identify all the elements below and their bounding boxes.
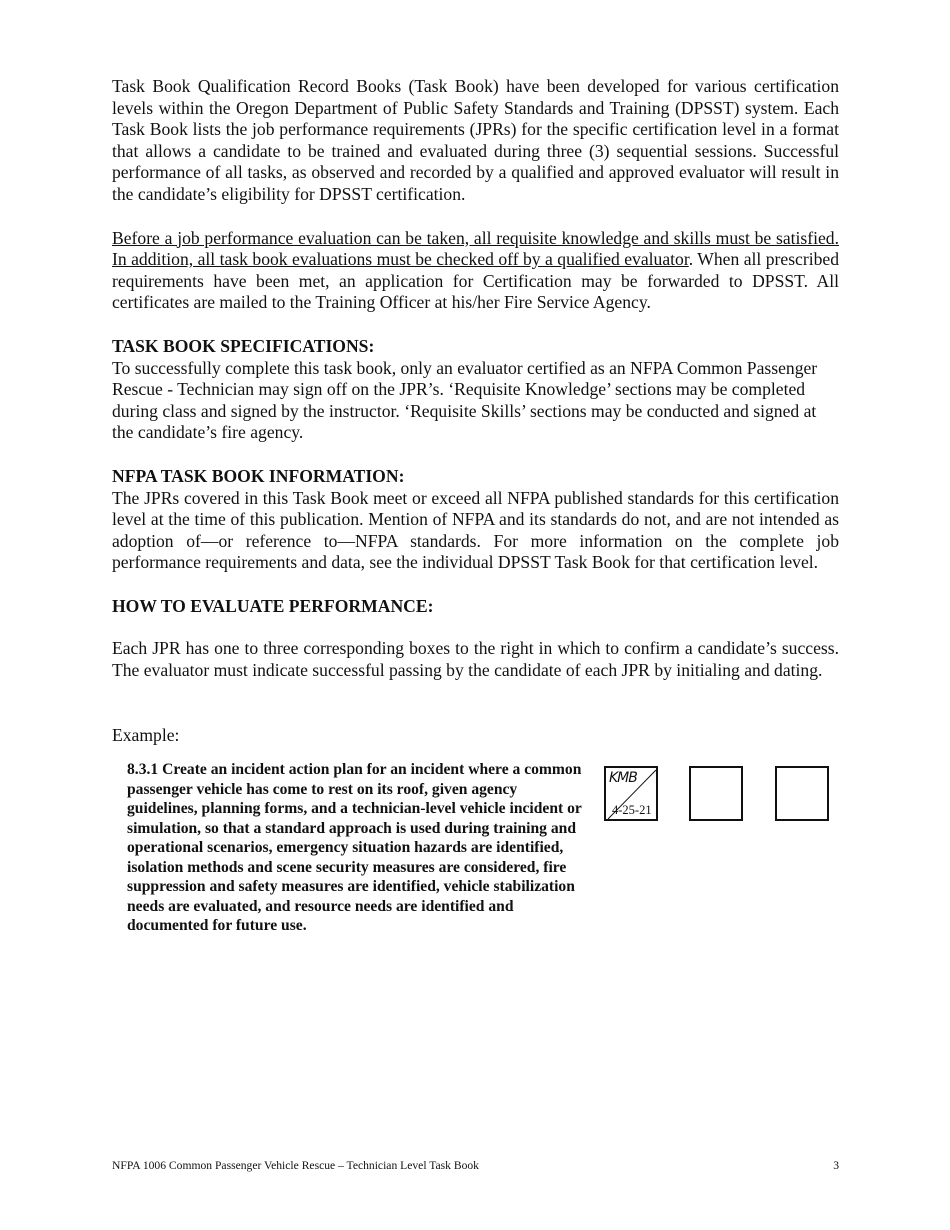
page-body xyxy=(112,76,839,960)
signoff-box-2[interactable] xyxy=(689,766,743,821)
example-jpr-text: 8.3.1 Create an incident action plan for an incident where a common passenger vehicle has come to rest on its roof, given agency guidelines, planning forms, and a technician-level vehicle incident or simulation, so that a standard approach is used during training and operational scenarios, emergency situation hazards are identified, isolation methods and scene security measures are considered, fire suppression and safety measures are identified, vehicle stabilization needs are evaluated, and resource needs are identified and documented for future use. xyxy=(127,761,582,935)
signoff-box-3[interactable] xyxy=(775,766,829,821)
how-to-evaluate-heading: HOW TO EVALUATE PERFORMANCE: xyxy=(112,595,434,616)
evaluation-date: 4-25-21 xyxy=(612,803,652,818)
evaluation-requirements-rest: . When all prescribed requirements have been met, an application for Certification may be forwarded to DPSST. All certificates are mailed to the Training Officer at his/her Fire Service Agency. xyxy=(112,249,839,313)
how-to-evaluate-section xyxy=(112,596,839,682)
footer-title: NFPA 1006 Common Passenger Vehicle Rescue – Technician Level Task Book xyxy=(112,1159,479,1172)
nfpa-info-body: The JPRs covered in this Task Book meet or exceed all NFPA published standards for this certification level at the time of this publication. Mention of NFPA and its standards do not, and are not intended as adoption of—or reference to—NFPA standards. For more information on the complete job performance requirements and data, see the individual DPSST Task Book for that certification level. xyxy=(112,487,839,573)
example-label: Example: xyxy=(112,724,180,745)
specifications-heading: TASK BOOK SPECIFICATIONS: xyxy=(112,335,375,356)
signoff-box-1[interactable] xyxy=(604,766,658,821)
intro-paragraph: Task Book Qualification Record Books (Task Book) have been developed for various certification levels within the Oregon Department of Public Safety Standards and Training (DPSST) system. Each Task Book lists the job performance requirements (JPRs) for the specific certification level in a format that allows a candidate to be trained and evaluated during three (3) sequential sessions. Successful performance of all tasks, as observed and recorded by a qualified and approved evaluator will result in the candidate’s eligibility for DPSST certification. xyxy=(112,76,839,204)
how-to-evaluate-body: Each JPR has one to three corresponding boxes to the right in which to confirm a candidate’s success. The evaluator must indicate successful passing by the candidate of each JPR by initialing and dating. xyxy=(112,638,839,681)
evaluation-requirements-paragraph xyxy=(112,228,839,314)
page-number: 3 xyxy=(833,1159,839,1172)
specifications-section xyxy=(112,336,839,444)
example-jpr-row xyxy=(112,760,839,960)
nfpa-info-heading: NFPA TASK BOOK INFORMATION: xyxy=(112,465,405,486)
specifications-body: To successfully complete this task book, only an evaluator certified as an NFPA Common Passenger Rescue - Technician may sign off on the JPR’s. ‘Requisite Knowledge’ sections may be completed during class and signed by the instructor. ‘Requisite Skills’ sections may be conducted and signed at the candidate’s fire agency. xyxy=(112,357,818,443)
nfpa-info-section xyxy=(112,466,839,574)
evaluation-requirements-underlined: Before a job performance evaluation can be taken, all requisite knowledge and skills must be satisfied. In addition, all task book evaluations must be checked off by a qualified evaluator xyxy=(112,227,839,270)
evaluator-initials: KMB xyxy=(609,770,637,787)
